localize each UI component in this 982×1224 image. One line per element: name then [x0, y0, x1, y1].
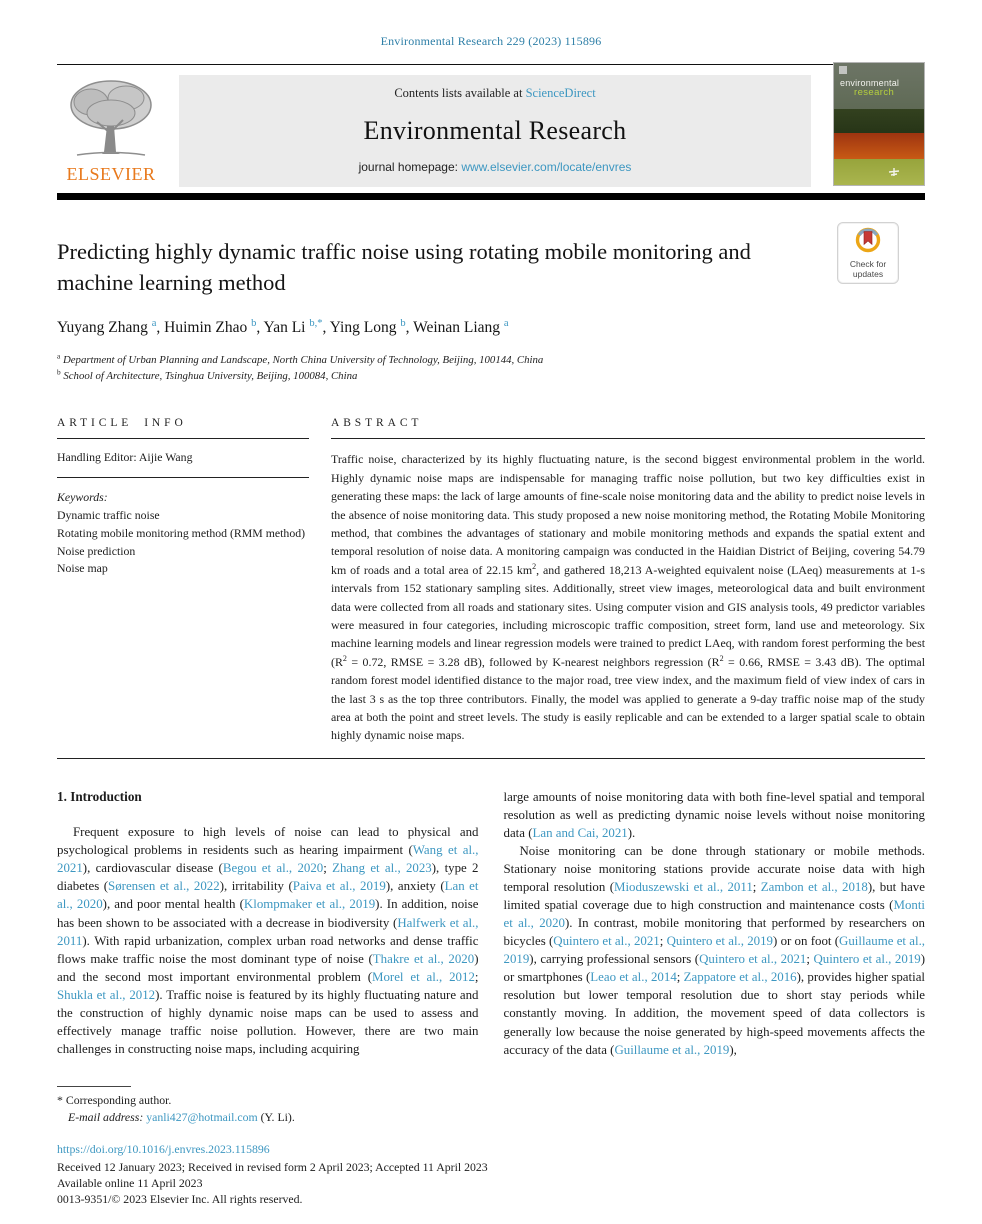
footnote-rule — [57, 1086, 131, 1087]
cover-art-red-band — [834, 133, 924, 159]
citation-link[interactable]: Wang et al., 2021 — [57, 843, 479, 876]
citation-link[interactable]: b,* — [309, 317, 323, 329]
elsevier-wordmark: ELSEVIER — [66, 164, 156, 184]
citation-link[interactable]: Quintero et al., 2021 — [553, 934, 660, 949]
introduction-heading: 1. Introduction — [57, 788, 142, 804]
journal-cover-column — [833, 75, 925, 187]
contents-line — [189, 86, 801, 101]
citation-link[interactable]: Guillaume et al., 2019 — [503, 934, 926, 967]
body-left-column — [57, 788, 479, 1059]
citation-link[interactable]: a — [503, 317, 509, 329]
affiliation-a: $^a$ Department of Urban Planning and Landscape, North China University of Technology, Beijing, 100144, China — [57, 351, 544, 367]
citation-link[interactable]: Monti et al., 2020 — [503, 898, 925, 931]
citation-link[interactable]: Klompmaker et al., 2019 — [243, 897, 376, 912]
author-list: Yuyang Zhang $^a$, Huimin Zhao $^b$, Yan Li $^{b,*}$, Ying Long $^b$, Weinan Liang $^a$ — [57, 317, 509, 337]
abstract-column — [331, 417, 925, 744]
intro-paragraph-left: Frequent exposure to high levels of noise can lead to physical and psychological problems in residents such as hearing impairment (Wang et al., 2021), cardiovascular disease (Begou et al., 2020; Zhang et al., 2023), type 2 diabetes (Sørensen et al., 2022), irritability (Paiva et al., 2019), anxiety (Lan et al., 2020), and poor mental health (Klompmaker et al., 2019). In addition, noise has been shown to be associated with a decrease in biodiversity (Halfwerk et al., 2011). With rapid urbanization, complex urban road networks and dense traffic flows make traffic noise the most dominant type of noise (Thakre et al., 2020) and the second most important environmental problem (Morel et al., 2012; Shukla et al., 2012). Traffic noise is featured by its highly fluctuating nature and the construction of highly dynamic noise maps can be used to assess and effectively manage traffic noise pollution. However, there are two main challenges in constructing noise maps, including acquiring — [57, 825, 479, 1056]
affiliation-b: $^b$ School of Architecture, Tsinghua University, Beijing, 100084, China — [57, 367, 358, 383]
crossmark-icon — [855, 227, 881, 253]
citation-link[interactable]: Sørensen et al., 2022 — [108, 879, 220, 894]
affiliations — [57, 352, 925, 384]
citation-link[interactable]: Paiva et al., 2019 — [292, 879, 386, 894]
citation-link[interactable]: Mioduszewski et al., 2011 — [614, 880, 753, 895]
handling-editor: Handling Editor: Aijie Wang — [57, 439, 309, 478]
citation-link[interactable]: Quintero et al., 2019 — [666, 934, 774, 949]
keywords-block — [57, 489, 309, 577]
cover-art-dark-band — [834, 109, 924, 133]
keyword-item: Dynamic traffic noise — [57, 508, 160, 523]
citation-link[interactable]: Zappatore et al., 2016 — [683, 970, 797, 985]
article-info-heading: ARTICLE INFO — [57, 417, 309, 439]
issn-rights: 0013-9351/© 2023 Elsevier Inc. All rights reserved. — [57, 1191, 303, 1206]
check-for-updates-button[interactable] — [837, 222, 899, 284]
footnote-block — [57, 1086, 497, 1126]
available-online: Available online 11 April 2023 — [57, 1175, 203, 1190]
cover-publisher-mark — [839, 66, 847, 74]
journal-cover-thumbnail[interactable] — [833, 62, 925, 186]
sciencedirect-link[interactable]: ScienceDirect — [525, 86, 596, 100]
elsevier-logo[interactable] — [57, 75, 179, 187]
citation-link[interactable]: Leao et al., 2014 — [590, 970, 677, 985]
received-dates: Received 12 January 2023; Received in revised form 2 April 2023; Accepted 11 April 2023 — [57, 1159, 488, 1174]
citation-link[interactable]: Begou et al., 2020 — [222, 861, 324, 876]
section-divider — [57, 758, 925, 759]
intro-paragraph-right-2: Noise monitoring can be done through stationary or mobile methods. Stationary noise monitoring stations provide accurate noise data with high temporal resolution (Mioduszewski et al., 2011; Zambon et al., 2018), but have limited spatial coverage due to high construction and maintenance costs (Monti et al., 2020). In contrast, mobile monitoring that performed by researchers on bicycles (Quintero et al., 2021; Quintero et al., 2019) or on foot (Guillaume et al., 2019), carrying professional sensors (Quintero et al., 2021; Quintero et al., 2019) or smartphones (Leao et al., 2014; Zappatore et al., 2016), provides higher spatial resolution but lower temporal resolution due to short stay periods while constantly moving. In addition, the movement speed of data collectors is generally low because the noise generated by high-speed movements affects the accuracy of the data (Guillaume et al., 2019), — [503, 843, 926, 1057]
keyword-item: Noise map — [57, 561, 108, 576]
citation-link[interactable]: Lan et al., 2020 — [57, 879, 479, 912]
citation-link[interactable]: a — [151, 317, 157, 329]
journal-title: Environmental Research — [363, 115, 627, 145]
journal-citation: Environmental Research 229 (2023) 115896 — [380, 34, 602, 48]
abstract-text: Traffic noise, characterized by its highly fluctuating nature, is the second biggest environmental problem in the world. Highly dynamic noise maps are indispensable for managing traffic noise pollution, but two key difficulties exist in generating these maps: the lack of large amounts of fine-scale noise monitoring data and the ability to predict noise levels in the absence of noise monitoring data. This study proposed a new noise monitoring method, the Rotating Mobile Monitoring method, that combines the advantages of stationary and mobile monitoring methods and expands the spatial extent and temporal resolution of noise data. A monitoring campaign was conducted in the Haidian District of Beijing, covering 54.79 km of roads and a total area of 22.15 $km^2$, and gathered 18,213 A-weighted equivalent noise (LAeq) measurements at 1-s intervals from 152 stationary sampling sites. Additionally, street view images, meteorological data and built environment data were collected from all roads and stationary sites. Using computer vision and GIS analysis tools, 49 predictor variables were measured in four categories, including microscopic traffic composition, street form, land use and meteorology. Six machine learning models and linear regression models were trained to predict LAeq, with random forest performing the best ($R^2 = 0.72$, RMSE = 3.28 dB), followed by K-nearest neighbors regression ($R^2 = 0.66$, RMSE = 3.43 dB). The optimal random forest model identified distance to the major road, tree view index, and the maximum field of view index of cars in the last 3 s as the top three contributors. Finally, the model was applied to generate a 9-day traffic noise map of the study area at both the point and street levels. The study is easily replicable and can be extended to a larger spatial scale to obtain highly dynamic noise maps. — [331, 452, 925, 743]
citation-link[interactable]: Quintero et al., 2019 — [813, 952, 921, 967]
citation-link[interactable]: Lan and Cai, 2021 — [532, 825, 628, 840]
keyword-item: Noise prediction — [57, 543, 136, 558]
corresponding-author-note: * Corresponding author. — [57, 1092, 172, 1107]
citation-link[interactable]: yanli427@hotmail.com — [146, 1109, 258, 1124]
cover-title-line2: research — [854, 87, 895, 99]
email-note: E-mail address: yanli427@hotmail.com (Y. Li). — [68, 1109, 295, 1124]
citation-link[interactable]: Shukla et al., 2012 — [57, 987, 156, 1002]
article-title: Predicting highly dynamic traffic noise using rotating mobile monitoring and machine learning method — [57, 239, 751, 296]
article-info-column — [57, 417, 309, 744]
masthead — [57, 64, 925, 200]
citation-link[interactable]: b — [251, 317, 257, 329]
cover-title-band — [834, 63, 924, 109]
cover-plane-icon — [888, 167, 900, 177]
citation-link[interactable]: Zhang et al., 2023 — [332, 861, 432, 876]
journal-banner — [179, 75, 811, 187]
homepage-link[interactable]: www.elsevier.com/locate/envres — [461, 160, 632, 174]
citation-link[interactable]: Guillaume et al., 2019 — [614, 1042, 730, 1057]
elsevier-tree-icon — [63, 78, 159, 162]
colophon — [57, 1141, 925, 1207]
citation-link[interactable]: Halfwerk et al., 2011 — [57, 915, 479, 948]
body-right-column — [504, 788, 926, 1059]
citation-link[interactable]: Zambon et al., 2018 — [760, 880, 868, 895]
cover-title-line1: environmental — [840, 78, 900, 88]
abstract-heading: ABSTRACT — [331, 417, 925, 439]
cover-art-green-band — [834, 159, 924, 185]
homepage-prefix: journal homepage: — [358, 160, 462, 174]
homepage-line — [189, 160, 801, 174]
citation-link[interactable]: b — [400, 317, 406, 329]
keywords-label: Keywords: — [57, 490, 108, 505]
doi-link[interactable]: https://doi.org/10.1016/j.envres.2023.115896 — [57, 1141, 270, 1156]
keyword-item: Rotating mobile monitoring method (RMM method) — [57, 525, 306, 540]
citation-link[interactable]: Quintero et al., 2021 — [699, 952, 807, 967]
contents-prefix: Contents lists available at — [394, 86, 526, 100]
citation-link[interactable]: Thakre et al., 2020 — [372, 951, 475, 966]
masthead-divider-bar — [57, 193, 925, 200]
citation-link[interactable]: Morel et al., 2012 — [372, 969, 475, 984]
intro-paragraph-right-1: large amounts of noise monitoring data with both fine-level spatial and temporal resolution as well as predicting dynamic noise levels without noise monitoring data (Lan and Cai, 2021). — [503, 789, 925, 840]
check-badge-label: Check for updates — [849, 259, 887, 280]
